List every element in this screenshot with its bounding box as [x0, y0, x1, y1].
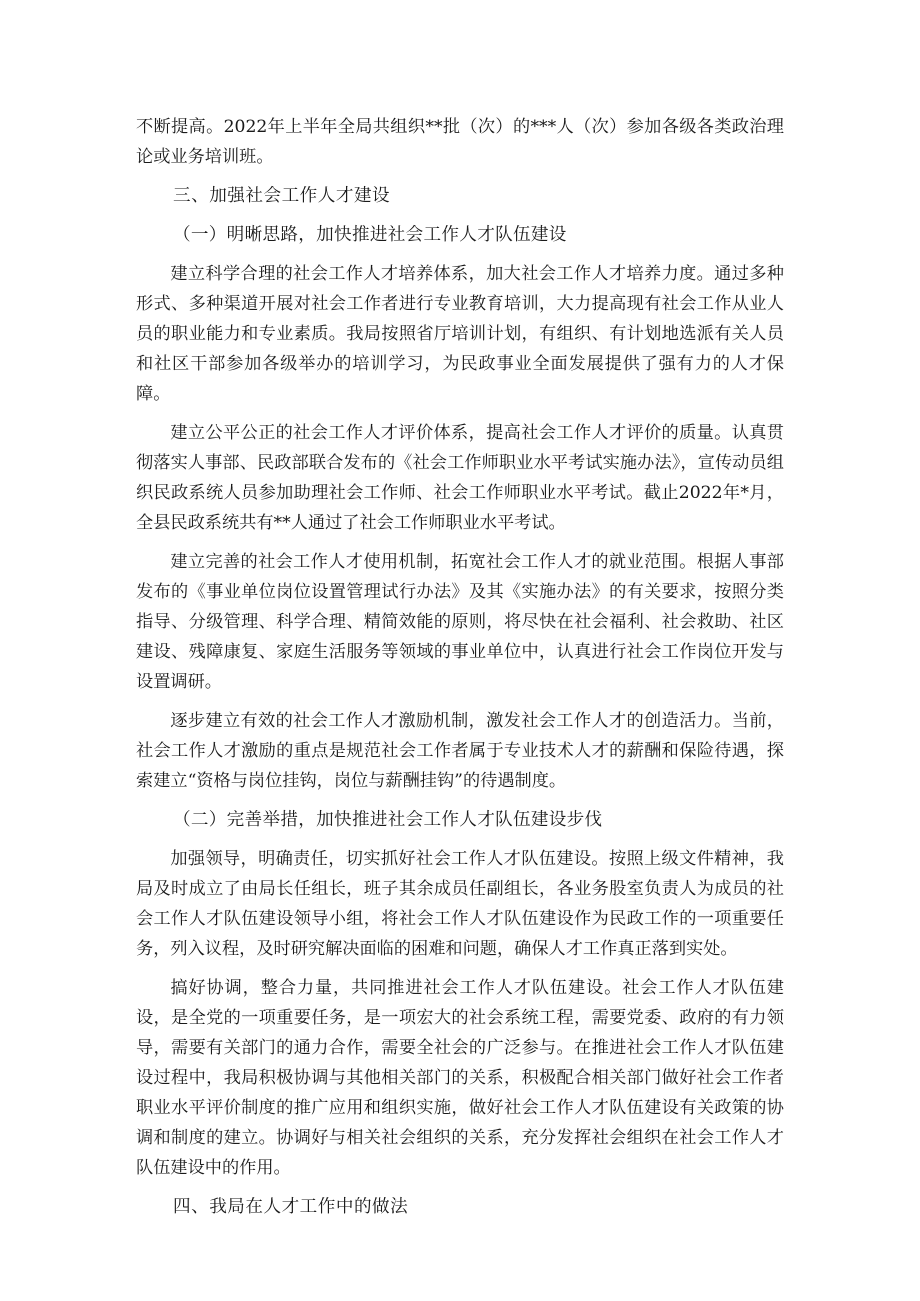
paragraph-usage-mechanism: 建立完善的社会工作人才使用机制，拓宽社会工作人才的就业范围。根据人事部发布的《事业单位岗位设置管理试行办法》及其《实施办法》的有关要求，按照分类指导、分级管理、科学合理、精简效能的原则，将尽快在社会福利、社会救助、社区建设、残障康复、家庭生活服务等领域的事业单位中，认真进行社会工作岗位开发与设置调研。: [136, 552, 784, 692]
paragraph-evaluation-system: 建立公平公正的社会工作人才评价体系，提高社会工作人才评价的质量。认真贯彻落实人事部、民政部联合发布的《社会工作师职业水平考试实施办法》，宣传动员组织民政系统人员参加助理社会工作师、社会工作师职业水平考试。截止2022年*月，全县民政系统共有**人通过了社会工作师职业水平考试。: [136, 423, 784, 533]
subsection-heading-1: （一）明晰思路，加快推进社会工作人才队伍建设: [173, 225, 567, 245]
paragraph-continued: 不断提高。2022年上半年全局共组织**批（次）的***人（次）参加各级各类政治理论或业务培训班。: [136, 117, 784, 167]
section-heading-3: 三、加强社会工作人才建设: [173, 186, 391, 206]
section-heading-4: 四、我局在人才工作中的做法: [173, 1197, 409, 1217]
paragraph-coordination: 搞好协调，整合力量，共同推进社会工作人才队伍建设。社会工作人才队伍建设，是全党的一项重要任务，是一项宏大的社会系统工程，需要党委、政府的有力领导，需要有关部门的通力合作，需要全社会的广泛参与。在推进社会工作人才队伍建设过程中，我局积极协调与其他相关部门的关系，积极配合相关部门做好社会工作者职业水平评价制度的推广应用和组织实施，做好社会工作人才队伍建设有关政策的协调和制度的建立。协调好与相关社会组织的关系，充分发挥社会组织在社会工作人才队伍建设中的作用。: [136, 978, 784, 1178]
subsection-heading-2: （二）完善举措，加快推进社会工作人才队伍建设步伐: [173, 810, 603, 830]
paragraph-incentive-mechanism: 逐步建立有效的社会工作人才激励机制，激发社会工作人才的创造活力。当前，社会工作人才激励的重点是规范社会工作者属于专业技术人才的薪酬和保险待遇，探索建立“资格与岗位挂钩，岗位与薪酬挂钩”的待遇制度。: [136, 711, 784, 791]
document-body: [136, 112, 784, 1231]
paragraph-training-system: 建立科学合理的社会工作人才培养体系，加大社会工作人才培养力度。通过多种形式、多种渠道开展对社会工作者进行专业教育培训，大力提高现有社会工作从业人员的职业能力和专业素质。我局按照省厅培训计划，有组织、有计划地选派有关人员和社区干部参加各级举办的培训学习，为民政事业全面发展提供了强有力的人才保障。: [136, 264, 784, 404]
paragraph-leadership: 加强领导，明确责任，切实抓好社会工作人才队伍建设。按照上级文件精神，我局及时成立了由局长任组长，班子其余成员任副组长，各业务股室负责人为成员的社会工作人才队伍建设领导小组，将社会工作人才队伍建设作为民政工作的一项重要任务，列入议程，及时研究解决面临的困难和问题，确保人才工作真正落到实处。: [136, 849, 784, 959]
